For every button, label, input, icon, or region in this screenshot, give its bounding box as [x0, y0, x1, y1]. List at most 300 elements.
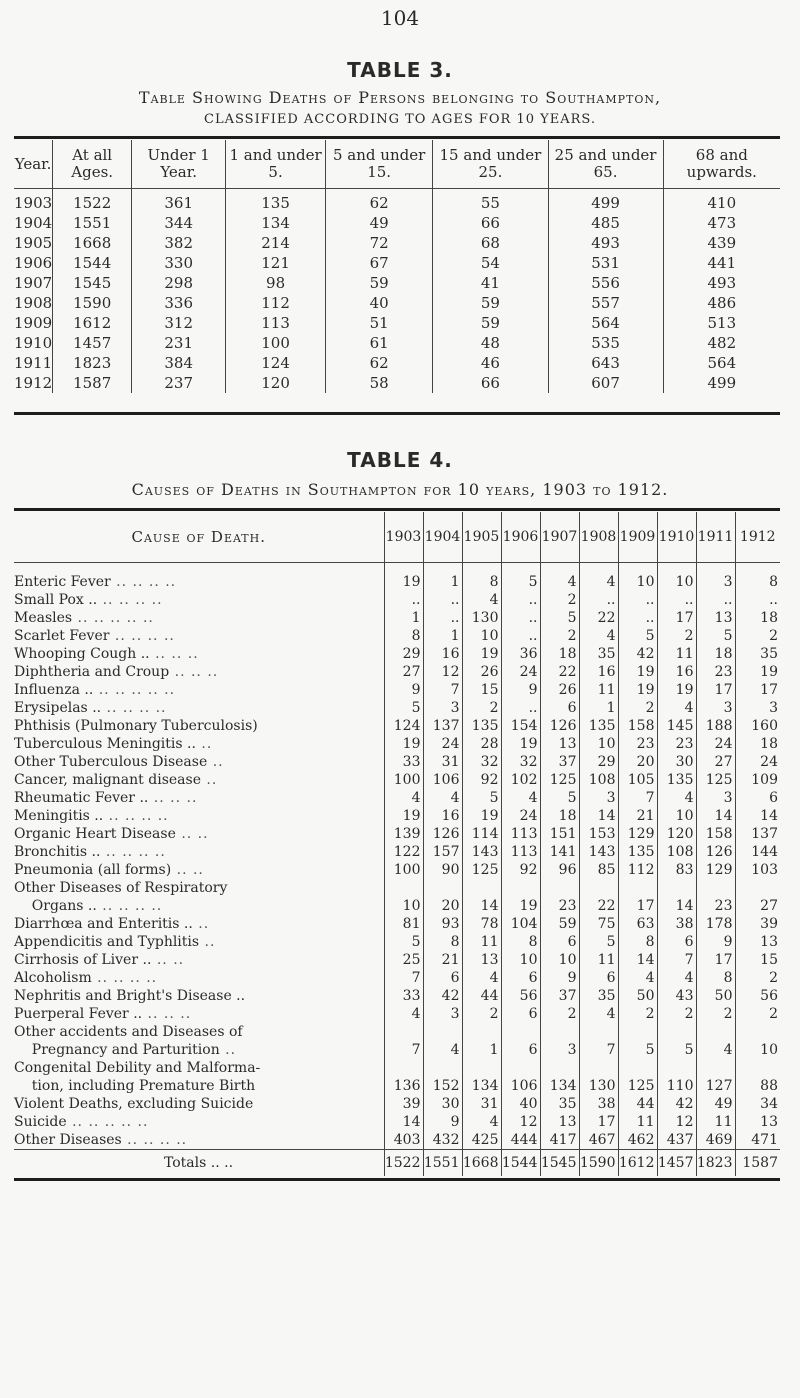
table-row	[14, 951, 780, 969]
table3-cell: 1522	[53, 189, 132, 214]
table4-cell: 17	[657, 609, 696, 627]
table4-cell: 36	[501, 645, 540, 663]
table-row	[14, 807, 780, 825]
table4-cell: 11	[579, 951, 618, 969]
spacer-cell	[423, 563, 462, 574]
table4-cell: 3	[696, 573, 735, 591]
table4-cell: ..	[618, 609, 657, 627]
cause-label: Violent Deaths, excluding Suicide	[14, 1096, 254, 1112]
cause-cell	[14, 717, 384, 735]
table4-cell: ..	[501, 591, 540, 609]
table4-cell	[696, 879, 735, 897]
table-row	[14, 253, 780, 273]
table4-cell	[501, 879, 540, 897]
table4-cell: 9	[540, 969, 579, 987]
table4-cell: 432	[423, 1131, 462, 1150]
table4-cell: 9	[423, 1113, 462, 1131]
table4-cell: 137	[423, 717, 462, 735]
table3-caption: Table Showing Deaths of Persons belonging to Southampton,	[138, 88, 662, 107]
table4-cell: 113	[501, 843, 540, 861]
table4-cell: 151	[540, 825, 579, 843]
table4-cell	[618, 1059, 657, 1077]
table-row	[14, 897, 780, 915]
table4-cell: 26	[462, 663, 501, 681]
table4-cell: 4	[657, 699, 696, 717]
table4-cell: 160	[735, 717, 780, 735]
table4-cell	[618, 1023, 657, 1041]
table4-cell: 11	[462, 933, 501, 951]
table4-cell: 19	[735, 663, 780, 681]
table4-cell: ..	[501, 627, 540, 645]
table4-cell: 4	[423, 789, 462, 807]
table4-cell: 63	[618, 915, 657, 933]
table4-cell: 4	[579, 1005, 618, 1023]
table-row	[14, 933, 780, 951]
leader-dots: ..	[199, 934, 216, 950]
cause-cell	[14, 1095, 384, 1113]
table4-cell: 31	[462, 1095, 501, 1113]
table4-cell	[462, 1023, 501, 1041]
table4-cell: 104	[501, 915, 540, 933]
leader-dots: .. .. .. .. ..	[66, 1114, 149, 1130]
table4-cell: 50	[618, 987, 657, 1005]
table4-cell: 19	[657, 681, 696, 699]
table4-year-header: 1910	[657, 512, 696, 563]
table4-cell: 13	[735, 1113, 780, 1131]
cause-label: Cancer, malignant disease	[14, 772, 201, 788]
totals-cell: 1823	[696, 1150, 735, 1177]
leader-dots: .. .. .. ..	[97, 592, 163, 608]
leader-dots: .. .. .. ..	[121, 1132, 188, 1148]
table4-cell: 7	[384, 969, 423, 987]
table4-cell: 126	[423, 825, 462, 843]
table4-cell: 10	[540, 951, 579, 969]
cause-label: Phthisis (Pulmonary Tuberculosis)	[14, 718, 258, 734]
table-row	[14, 663, 780, 681]
table4-cell: 81	[384, 915, 423, 933]
table4-cell: 27	[696, 753, 735, 771]
table4-cell: 24	[423, 735, 462, 753]
table4-cell: 27	[735, 897, 780, 915]
table4-cell: 17	[735, 681, 780, 699]
table4-cell: 188	[696, 717, 735, 735]
table4-cell: 126	[696, 843, 735, 861]
spacer-cell	[618, 563, 657, 574]
cause-label: Small Pox ..	[14, 592, 98, 608]
table4-cell: 4	[462, 969, 501, 987]
leader-dots: .. .. ..	[142, 1006, 192, 1022]
table3-cell: 482	[663, 333, 780, 353]
table4-cell	[657, 1059, 696, 1077]
table4-cell: 13	[540, 735, 579, 753]
table3-cell: 54	[433, 253, 548, 273]
table-row	[14, 1095, 780, 1113]
cause-cell	[14, 663, 384, 681]
leader-dots: ..	[207, 754, 224, 770]
table4-cell: 5	[618, 627, 657, 645]
table4-cell: 21	[618, 807, 657, 825]
table4-cell: 3	[423, 1005, 462, 1023]
table4-cell: 103	[735, 861, 780, 879]
leader-dots: .. .. ..	[148, 790, 198, 806]
table4-cell: 145	[657, 717, 696, 735]
cause-cell	[14, 735, 384, 753]
table4-cell: 135	[618, 843, 657, 861]
table4-cell: 42	[423, 987, 462, 1005]
table4-cell: 10	[657, 573, 696, 591]
table4-cell: 125	[462, 861, 501, 879]
table-row	[14, 771, 780, 789]
spacer-cell	[735, 563, 780, 574]
table3-cell: 49	[325, 213, 432, 233]
table4-cell: 2	[462, 699, 501, 717]
cause-label: Suicide	[14, 1114, 67, 1130]
table4-cell: 7	[579, 1041, 618, 1059]
table3-cell: 113	[226, 313, 326, 333]
table4-cell: 1	[384, 609, 423, 627]
table4-cell: ..	[696, 591, 735, 609]
table4-cell: 19	[462, 807, 501, 825]
table4-cell: 32	[501, 753, 540, 771]
table4-cell: 114	[462, 825, 501, 843]
cause-label: Alcoholism	[14, 970, 92, 986]
table3-cell: 98	[226, 273, 326, 293]
table4-cell	[384, 1023, 423, 1041]
table4-cell: 23	[540, 897, 579, 915]
table4-cell: 33	[384, 987, 423, 1005]
table4-cell: 38	[657, 915, 696, 933]
table4-cell	[579, 1059, 618, 1077]
table4-cell: 158	[696, 825, 735, 843]
table4-cell: 110	[657, 1077, 696, 1095]
table4-cell: 100	[384, 861, 423, 879]
table4-cell: 32	[462, 753, 501, 771]
table4-cell: 11	[657, 645, 696, 663]
totals-label: Totals ..	[164, 1155, 220, 1171]
table4-cell: 40	[501, 1095, 540, 1113]
table4-cell: 23	[696, 663, 735, 681]
table4-cell: ..	[735, 591, 780, 609]
table4-cell: 6	[423, 969, 462, 987]
table4-cell: 49	[696, 1095, 735, 1113]
cause-cell	[14, 771, 384, 789]
totals-cell: 1668	[462, 1150, 501, 1177]
table3-cell: 51	[325, 313, 432, 333]
table4-cell	[423, 1023, 462, 1041]
table4-cell: 37	[540, 753, 579, 771]
table4-cell: 129	[696, 861, 735, 879]
table4-cell: 2	[657, 1005, 696, 1023]
cause-label: Other Tuberculous Disease	[14, 754, 208, 770]
table3-cell: 336	[132, 293, 226, 313]
table3-cell: 1911	[14, 354, 53, 372]
table4-cell: 16	[657, 663, 696, 681]
table4-cell: 92	[462, 771, 501, 789]
table3-cell: 531	[548, 253, 663, 273]
cause-label: Diphtheria and Croup	[14, 664, 170, 680]
table4-cell: 17	[696, 681, 735, 699]
table4-cell: 109	[735, 771, 780, 789]
cause-label: Enteric Fever	[14, 574, 111, 590]
totals-cell: 1612	[618, 1150, 657, 1177]
table3-cell: 1907	[14, 274, 53, 292]
table4-cell	[462, 1059, 501, 1077]
table4-cell: 19	[618, 663, 657, 681]
table3-bottom-rule	[14, 412, 780, 415]
spacer-cell	[462, 563, 501, 574]
table4-cell: 4	[579, 627, 618, 645]
table-row	[14, 1077, 780, 1095]
table3-cell: 1910	[14, 334, 53, 352]
table4-caption: Causes of Deaths in Southampton for 10 years, 1903 to 1912.	[131, 480, 669, 499]
cause-cell	[14, 1113, 384, 1131]
table4-cell: 4	[501, 789, 540, 807]
table4-cell: 13	[696, 609, 735, 627]
totals-cell: 1587	[735, 1150, 780, 1177]
table4-cell: ..	[423, 609, 462, 627]
cause-label: Diarrhœa and Enteritis ..	[14, 916, 193, 932]
table4-cell	[579, 1023, 618, 1041]
cause-cell	[14, 609, 384, 627]
table3-cell: 361	[132, 189, 226, 214]
table4-cell: 135	[579, 717, 618, 735]
table4-cell: 8	[423, 933, 462, 951]
table4-cell: 18	[540, 645, 579, 663]
table4-cell: 11	[696, 1113, 735, 1131]
table4-cell: 93	[423, 915, 462, 933]
table3-cell: 439	[663, 233, 780, 253]
table4-cell: 10	[462, 627, 501, 645]
leader-dots: .. .. .. ..	[109, 628, 175, 644]
table3-cell: 410	[663, 189, 780, 214]
table4-cell: 23	[657, 735, 696, 753]
table4-cell: 471	[735, 1131, 780, 1150]
table3-cell: 124	[226, 353, 326, 373]
table4-cell: 19	[384, 735, 423, 753]
table4-cell: 2	[540, 1005, 579, 1023]
table4-cell: 153	[579, 825, 618, 843]
cause-label: Pregnancy and Parturition	[14, 1042, 220, 1058]
table4-cell: 122	[384, 843, 423, 861]
table4-cell: 113	[501, 825, 540, 843]
table-row	[14, 333, 780, 353]
table4-cell: 43	[657, 987, 696, 1005]
table4-cell: 3	[696, 789, 735, 807]
table4-cell: 35	[735, 645, 780, 663]
spacer-cell	[579, 563, 618, 574]
cause-label: Whooping Cough ..	[14, 646, 150, 662]
leader-dots: ..	[200, 772, 218, 788]
table4-cell: 23	[696, 897, 735, 915]
table-row	[14, 645, 780, 663]
table4-cell: 6	[657, 933, 696, 951]
table4-cell: 2	[735, 627, 780, 645]
table3-cell: 344	[132, 213, 226, 233]
table4-cell	[735, 1059, 780, 1077]
cause-cell	[14, 1077, 384, 1095]
cause-cell	[14, 681, 384, 699]
table3-header-3: 1 and under 5.	[226, 140, 326, 189]
table4-cell: 144	[735, 843, 780, 861]
table4-cell: 22	[540, 663, 579, 681]
table4-cell: 102	[501, 771, 540, 789]
table-row	[14, 573, 780, 591]
table4-cell: 3	[696, 699, 735, 717]
cause-label: Influenza ..	[14, 682, 94, 698]
table4-cell: 15	[735, 951, 780, 969]
table4-cell: 124	[384, 717, 423, 735]
table4-cell: 4	[618, 969, 657, 987]
table4-cell: 42	[618, 645, 657, 663]
leader-dots: ..	[195, 736, 213, 752]
totals-row	[14, 1150, 780, 1177]
table4-cell: 6	[501, 969, 540, 987]
table4-cell: ..	[618, 591, 657, 609]
table4-cell: 8	[501, 933, 540, 951]
table-row	[14, 879, 780, 897]
table3-cell: 62	[325, 189, 432, 214]
table4-cell	[501, 1059, 540, 1077]
table4-cell: 7	[423, 681, 462, 699]
table4-cell: 2	[735, 969, 780, 987]
cause-label: Erysipelas ..	[14, 700, 102, 716]
table3-cell: 556	[548, 273, 663, 293]
table4-cell: 403	[384, 1131, 423, 1150]
table4-cell	[462, 879, 501, 897]
table4-cell: 108	[657, 843, 696, 861]
table4-cell: 17	[579, 1113, 618, 1131]
table3-cell: 1545	[53, 273, 132, 293]
table4-cell: 5	[540, 789, 579, 807]
table4-cell: 8	[384, 627, 423, 645]
table4-cell: 6	[540, 699, 579, 717]
table4-cell: 15	[462, 681, 501, 699]
table4-cell: 24	[696, 735, 735, 753]
table4-cell: 16	[579, 663, 618, 681]
leader-dots: ..	[219, 1155, 234, 1171]
table4-cell: 6	[501, 1041, 540, 1059]
table4-cell: 12	[423, 663, 462, 681]
table4-cell: 21	[423, 951, 462, 969]
table3-cell: 607	[548, 373, 663, 393]
table4-cell: 30	[423, 1095, 462, 1113]
table-row	[14, 293, 780, 313]
table3-cell: 473	[663, 213, 780, 233]
cause-cell	[14, 645, 384, 663]
table4-cell: 50	[696, 987, 735, 1005]
table-row	[14, 735, 780, 753]
table4-cell	[735, 879, 780, 897]
table3-cell: 120	[226, 373, 326, 393]
table-row	[14, 825, 780, 843]
table4-cell: 1	[423, 627, 462, 645]
table4-year-header: 1908	[579, 512, 618, 563]
table-row	[14, 353, 780, 373]
table4-cell: 10	[618, 573, 657, 591]
table4-cell: 4	[540, 573, 579, 591]
table3-cell: 237	[132, 373, 226, 393]
table4-cell: 6	[735, 789, 780, 807]
cause-cell	[14, 861, 384, 879]
cause-label: tion, including Premature Birth	[14, 1078, 256, 1094]
cause-label: Other Diseases	[14, 1132, 122, 1148]
cause-label: Meningitis ..	[14, 808, 104, 824]
table3-cell: 1668	[53, 233, 132, 253]
table4-cell: 33	[384, 753, 423, 771]
cause-of-death-header: Cause of Death.	[131, 528, 267, 546]
totals-cell: 1544	[501, 1150, 540, 1177]
table4-cell: 44	[462, 987, 501, 1005]
table3-cell: 61	[325, 333, 432, 353]
table3-header-4: 5 and under 15.	[325, 140, 432, 189]
table3-header-0: Year.	[14, 154, 52, 173]
table4-year-header: 1906	[501, 512, 540, 563]
table3-cell: 1905	[14, 234, 53, 252]
table4-cell: 85	[579, 861, 618, 879]
table4-cell: 467	[579, 1131, 618, 1150]
leader-dots: .. ..	[151, 952, 185, 968]
table4-cell	[735, 1023, 780, 1041]
table4-cell: 7	[384, 1041, 423, 1059]
table3-cell: 1903	[14, 194, 53, 212]
table4-year-header: 1911	[696, 512, 735, 563]
table3-subcaption: CLASSIFIED ACCORDING TO AGES FOR 10 YEARS.	[204, 112, 596, 127]
table4-cell: 135	[657, 771, 696, 789]
table4-cell: ..	[657, 591, 696, 609]
table4-cell: 35	[540, 1095, 579, 1113]
table4-cell: 6	[579, 969, 618, 987]
table3-header-5: 15 and under 25.	[433, 140, 548, 189]
table4-cell: 134	[462, 1077, 501, 1095]
table3-cell: 1587	[53, 373, 132, 393]
table4-cell: 2	[618, 1005, 657, 1023]
table3-cell: 59	[325, 273, 432, 293]
table-row	[14, 789, 780, 807]
table4-cell: 29	[384, 645, 423, 663]
leader-dots: .. .. .. ..	[103, 808, 169, 824]
table4-cell: 135	[462, 717, 501, 735]
table3-cell: 41	[433, 273, 548, 293]
table4-cell: 19	[501, 897, 540, 915]
cause-cell	[14, 627, 384, 645]
leader-dots: .. ..	[171, 862, 204, 878]
table-row	[14, 189, 780, 214]
table4-cell: 22	[579, 897, 618, 915]
table4-cell: 12	[657, 1113, 696, 1131]
leader-dots: .. .. .. ..	[91, 970, 158, 986]
table4-cell	[423, 879, 462, 897]
table4-cell: 2	[540, 627, 579, 645]
cause-cell	[14, 879, 384, 897]
table4-cell: 6	[501, 1005, 540, 1023]
table4-cell: ..	[423, 591, 462, 609]
table4-cell: 154	[501, 717, 540, 735]
table-row	[14, 1041, 780, 1059]
table4-cell: 5	[696, 627, 735, 645]
table-row	[14, 627, 780, 645]
table3-cell: 66	[433, 213, 548, 233]
table4-cell: 16	[423, 645, 462, 663]
table4-cell: 125	[540, 771, 579, 789]
table4-cell: 83	[657, 861, 696, 879]
leader-dots: ..	[219, 1042, 237, 1058]
table4-cell: 75	[579, 915, 618, 933]
table4-cell: 20	[423, 897, 462, 915]
table4-cell: 136	[384, 1077, 423, 1095]
table4-cell: 14	[657, 897, 696, 915]
table-row	[14, 233, 780, 253]
totals-label-cell	[14, 1150, 384, 1177]
